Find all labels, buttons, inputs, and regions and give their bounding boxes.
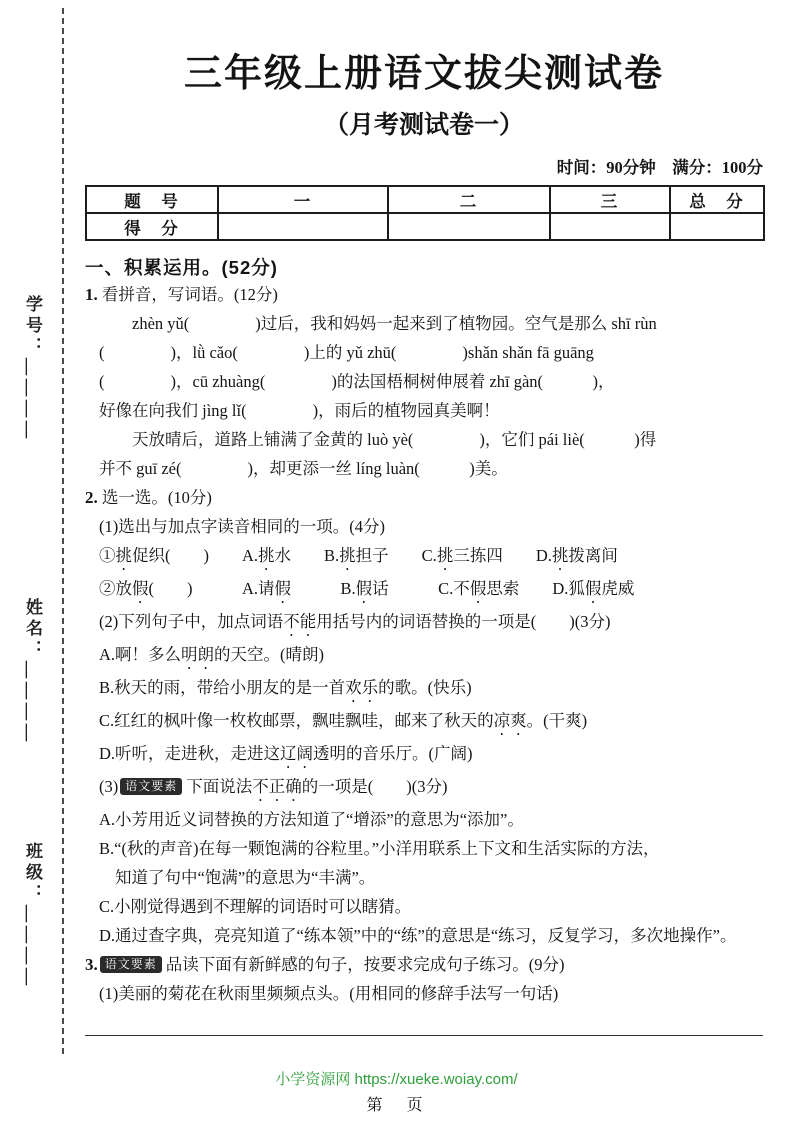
exam-content <box>85 42 763 1036</box>
q2-sub1: (1)选出与加点字读音相同的一项。(4分) <box>99 517 385 536</box>
q2-sub3-option-a: A.小芳用近义词替换的方法知道了“增添”的意思为“添加”。 <box>99 810 524 829</box>
question-3-number: 3. <box>85 955 98 974</box>
student-id-field: 学号：＿＿＿＿ <box>23 295 42 442</box>
score-table <box>85 185 765 241</box>
q1-pinyin-line: ( )，cū zhuàng( )的法国梧桐树伸展着 zhī gàn( )， <box>99 372 615 391</box>
yuwen-yaosu-badge: 语文要素 <box>100 956 162 973</box>
question-2-number: 2. <box>85 488 98 507</box>
q2-sub3-option-b: B.“(秋的声音)在每一颗饱满的谷粒里。”小洋用联系上下文和生活实际的方法， <box>99 839 660 858</box>
score-cell-empty <box>388 213 550 240</box>
score-cell-empty <box>550 213 670 240</box>
question-3-title: 3. 语文要素 品读下面有新鲜感的句子，按要求完成句子练习。(9分) <box>85 955 565 974</box>
q3-sub1: (1)美丽的菊花在秋雨里频频点头。(用相同的修辞手法写一句话) <box>99 984 559 1003</box>
question-2-title: 2. 选一选。(10分) <box>85 488 212 507</box>
q2-sub2-option-c: C.红红的枫叶像一枚枚邮票，飘哇飘哇，邮来了秋天的凉爽。(干爽) <box>99 711 588 730</box>
q1-pinyin-line: ( )，lǜ cǎo( )上的 yǔ zhū( )shǎn shǎn fā guāng <box>99 343 594 362</box>
page-subtitle: （月考测试卷一） <box>323 111 524 139</box>
student-class-field: 班级：＿＿＿＿ <box>23 842 42 989</box>
yuwen-yaosu-badge: 语文要素 <box>120 778 182 795</box>
q1-pinyin-line: 并不 guī zé( )，却更添一丝 líng luàn( )美。 <box>99 459 508 478</box>
page-title: 三年级上册语文拔尖测试卷 <box>183 53 664 95</box>
score-cell-empty <box>218 213 388 240</box>
q1-pinyin-line: 好像在向我们 jìng lǐ( )，雨后的植物园真美啊！ <box>99 401 500 420</box>
q2-option-row-2: ②放假( ) A.请假 B.假话 C.不假思索 D.狐假虎威 <box>99 579 635 598</box>
q2-sub3-option-b-cont: 知道了句中“饱满”的意思为“丰满”。 <box>115 868 376 887</box>
score-table-header-cell: 题 号 <box>86 186 218 213</box>
q1-pinyin-line: zhèn yǔ( )过后，我和妈妈一起来到了植物园。空气是那么 shī rùn <box>132 314 657 333</box>
score-table-header-cell: 总 分 <box>670 186 764 213</box>
q2-sub3-option-d: D.通过查字典，亮亮知道了“练本领”中的“练”的意思是“练习，反复学习，多次地操作”。 <box>99 926 737 945</box>
score-cell-empty <box>670 213 764 240</box>
score-table-header-cell: 二 <box>388 186 550 213</box>
score-table-header-cell: 一 <box>218 186 388 213</box>
student-name-field: 姓名：＿＿＿＿ <box>23 598 42 745</box>
score-label-cell: 得 分 <box>86 213 218 240</box>
q2-sub2: (2)下列句子中，加点词语不能用括号内的词语替换的一项是( )(3分) <box>99 612 611 631</box>
q2-sub2-option-a: A.啊！多么明朗的天空。(晴朗) <box>99 645 325 664</box>
time-score-info: 时间：90分钟 满分：100分 <box>556 158 763 177</box>
score-table-header-row <box>86 186 764 213</box>
q1-pinyin-line: 天放晴后，道路上铺满了金黄的 luò yè( )，它们 pái liè( )得 <box>132 430 657 449</box>
q2-sub3: (3) 语文要素 下面说法不正确的一项是( )(3分) <box>99 777 448 796</box>
q3-answer-line <box>85 1012 763 1036</box>
source-site-footer: 小学资源网 https://xueke.woiay.com/ <box>275 1071 518 1088</box>
question-1-number: 1. <box>85 285 98 304</box>
q2-option-row-1: ①挑促织( ) A.挑水 B.挑担子 C.挑三拣四 D.挑拨离间 <box>99 546 618 565</box>
margin-dashed-line <box>62 8 64 1054</box>
page-number: 第 页 <box>366 1097 427 1114</box>
q2-sub3-option-c: C.小刚觉得遇到不理解的词语时可以瞎猜。 <box>99 897 412 916</box>
question-1-title: 1. 看拼音，写词语。(12分) <box>85 285 278 304</box>
score-table-header-cell: 三 <box>550 186 670 213</box>
q2-sub2-option-d: D.听听，走进秋，走进这辽阔透明的音乐厅。(广阔) <box>99 744 473 763</box>
score-table-score-row <box>86 213 764 240</box>
q2-sub2-option-b: B.秋天的雨，带给小朋友的是一首欢乐的歌。(快乐) <box>99 678 472 697</box>
section-1-heading: 一、积累运用。(52分) <box>85 257 278 278</box>
